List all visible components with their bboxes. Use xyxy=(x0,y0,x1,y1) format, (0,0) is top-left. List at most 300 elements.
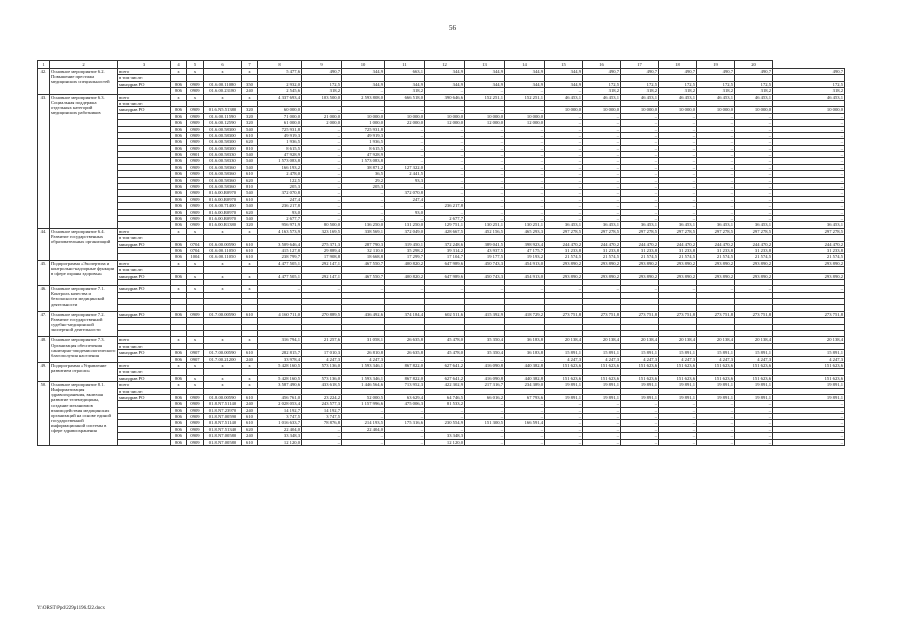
amount-cell: 172,5 xyxy=(697,81,735,87)
amount-cell: 67 793,6 xyxy=(505,394,545,400)
amount-cell: 1 446 564,6 xyxy=(342,382,385,388)
amount-cell: – xyxy=(385,107,425,113)
amount-cell: – xyxy=(545,164,583,170)
amount-cell: – xyxy=(583,171,621,177)
grbs-code-cell: 806 xyxy=(171,209,187,215)
amount-cell: 19 891,1 xyxy=(773,394,845,400)
amount-cell: – xyxy=(505,414,545,420)
amount-cell: – xyxy=(302,158,342,164)
amount-cell: – xyxy=(302,152,342,158)
amount-cell: – xyxy=(545,152,583,158)
target-article-cell: 01.8.N7.00580 xyxy=(204,439,242,445)
amount-cell: – xyxy=(465,439,505,445)
grbs-code-cell: x xyxy=(171,69,187,75)
amount-cell: – xyxy=(465,286,505,292)
amount-cell: – xyxy=(621,113,659,119)
amount-cell: – xyxy=(659,120,697,126)
amount-cell: – xyxy=(621,139,659,145)
amount-cell: 318,2 xyxy=(385,88,425,94)
expense-type-cell: 320 xyxy=(242,113,258,119)
amount-cell: 1 016 633,7 xyxy=(258,420,302,426)
amount-cell: – xyxy=(659,113,697,119)
amount-cell: 234 389,0 xyxy=(505,382,545,388)
target-article-cell: 01.6.00.12590 xyxy=(204,120,242,126)
amount-cell: 344,9 xyxy=(342,81,385,87)
amount-cell: – xyxy=(659,126,697,132)
amount-cell: 151 623,6 xyxy=(583,362,621,368)
expense-type-cell: 320 xyxy=(242,222,258,228)
amount-cell: – xyxy=(505,158,545,164)
target-article-cell: 01.6.N5.51380 xyxy=(204,107,242,113)
amount-cell: 46 453,1 xyxy=(621,94,659,100)
amount-cell: 12 000,0 xyxy=(505,120,545,126)
expense-type-cell: 540 xyxy=(242,203,258,209)
column-number-row xyxy=(38,61,845,69)
amount-cell: 244 470,2 xyxy=(773,241,845,247)
section-code-cell: 0909 xyxy=(187,433,204,439)
amount-cell: – xyxy=(697,196,735,202)
amount-cell: 1 593 346,1 xyxy=(342,362,385,368)
amount-cell: 66 016,2 xyxy=(465,394,505,400)
amount-cell: – xyxy=(773,152,845,158)
amount-cell: – xyxy=(697,203,735,209)
amount-cell: – xyxy=(385,158,425,164)
amount-cell: – xyxy=(545,184,583,190)
amount-cell: 103 500,0 xyxy=(302,94,342,100)
column-number-cell: 16 xyxy=(583,61,621,69)
amount-cell: 214 193,5 xyxy=(342,420,385,426)
amount-cell: 21 574,5 xyxy=(583,254,621,260)
section-code-cell: 0909 xyxy=(187,401,204,407)
amount-cell: – xyxy=(342,286,385,292)
amount-cell: – xyxy=(659,177,697,183)
row-number: 48. xyxy=(38,337,50,363)
amount-cell: 490,7 xyxy=(302,69,342,75)
amount-cell: 2 677,7 xyxy=(425,215,465,221)
target-article-cell: 01.6.00.R0970 xyxy=(204,215,242,221)
executor-cell: минздрав РО xyxy=(118,375,171,381)
amount-cell: 273 751,8 xyxy=(773,311,845,317)
amount-cell: 151 300,5 xyxy=(465,420,505,426)
amount-cell: 293 890,2 xyxy=(697,260,735,266)
expense-type-cell: 320 xyxy=(242,107,258,113)
section-code-cell: 0909 xyxy=(187,311,204,317)
executor-cell: минздрав РО xyxy=(118,311,171,317)
amount-cell: – xyxy=(505,196,545,202)
column-number-cell: 5 xyxy=(187,61,204,69)
amount-cell: 467 550,7 xyxy=(342,273,385,279)
amount-cell: 151 623,6 xyxy=(735,375,773,381)
amount-cell: – xyxy=(505,139,545,145)
amount-cell: 45 478,0 xyxy=(425,350,465,356)
amount-cell: – xyxy=(621,126,659,132)
amount-cell: – xyxy=(735,120,773,126)
grbs-code-cell: 806 xyxy=(171,88,187,94)
target-article-cell: 01.6.00.58300 xyxy=(204,139,242,145)
column-number-cell: 7 xyxy=(242,61,258,69)
section-code-cell: 0901 xyxy=(187,152,204,158)
amount-cell: 244 470,2 xyxy=(583,241,621,247)
amount-cell: – xyxy=(583,184,621,190)
amount-cell: 293 890,2 xyxy=(697,273,735,279)
amount-cell: – xyxy=(583,177,621,183)
amount-cell: 151 623,6 xyxy=(621,362,659,368)
target-article-cell: 01.6.00.23180 xyxy=(204,88,242,94)
program-name: Основное мероприятие 7.1. Контроль качества и безопасности медицинской деятельности xyxy=(50,286,118,312)
amount-cell: 19 177,5 xyxy=(465,254,505,260)
amount-cell: – xyxy=(621,190,659,196)
amount-cell: – xyxy=(659,209,697,215)
amount-cell: – xyxy=(465,158,505,164)
amount-cell: 29 889,4 xyxy=(302,247,342,253)
amount-cell: 372 248,6 xyxy=(425,241,465,247)
amount-cell: 465 293,3 xyxy=(505,228,545,234)
amount-cell: 236 217,8 xyxy=(258,203,302,209)
amount-cell: 573 136,0 xyxy=(302,375,342,381)
target-article-cell: x xyxy=(204,382,242,388)
amount-cell: – xyxy=(425,88,465,94)
budget-table xyxy=(37,60,845,446)
grbs-code-cell: 806 xyxy=(171,273,187,279)
amount-cell: 19 891,1 xyxy=(621,394,659,400)
amount-cell: 127 322,0 xyxy=(385,164,425,170)
amount-cell: – xyxy=(302,215,342,221)
amount-cell: 418 729,2 xyxy=(505,311,545,317)
amount-cell: – xyxy=(697,433,735,439)
amount-cell: – xyxy=(583,120,621,126)
section-code-cell: x xyxy=(187,362,204,368)
section-code-cell: 0909 xyxy=(187,209,204,215)
amount-cell: 3 747,5 xyxy=(302,414,342,420)
amount-cell: – xyxy=(425,132,465,138)
amount-cell: – xyxy=(735,401,773,407)
amount-cell: 166 591,4 xyxy=(505,420,545,426)
amount-cell: 31 233,8 xyxy=(583,247,621,253)
amount-cell: 31 233,8 xyxy=(735,247,773,253)
expense-type-cell: x xyxy=(242,228,258,234)
amount-cell: 236 217,8 xyxy=(425,203,465,209)
target-article-cell: 01.6.00.58300 xyxy=(204,126,242,132)
amount-cell: – xyxy=(621,132,659,138)
grbs-code-cell: x xyxy=(171,337,187,343)
amount-cell: – xyxy=(621,215,659,221)
section-code-cell: 0909 xyxy=(187,439,204,445)
amount-cell: 31 233,8 xyxy=(697,247,735,253)
amount-cell: 5 428 160,5 xyxy=(258,375,302,381)
target-article-cell: x xyxy=(204,375,242,381)
grbs-code-cell: 806 xyxy=(171,177,187,183)
amount-cell: – xyxy=(302,171,342,177)
amount-cell: – xyxy=(342,196,385,202)
amount-cell: – xyxy=(735,407,773,413)
expense-type-cell: 610 xyxy=(242,420,258,426)
amount-cell: – xyxy=(697,414,735,420)
amount-cell: – xyxy=(505,164,545,170)
grbs-code-cell: 806 xyxy=(171,375,187,381)
amount-cell: 450 743,3 xyxy=(465,260,505,266)
amount-cell: 19 891,1 xyxy=(545,382,583,388)
amount-cell: – xyxy=(583,113,621,119)
amount-cell: 19 891,1 xyxy=(545,394,583,400)
amount-cell: – xyxy=(773,113,845,119)
amount-cell: – xyxy=(545,190,583,196)
target-article-cell: x xyxy=(204,69,242,75)
amount-cell: – xyxy=(505,152,545,158)
executor-cell: всего xyxy=(118,337,171,343)
amount-cell: 1 573 083,8 xyxy=(342,158,385,164)
amount-cell: 49 919,3 xyxy=(342,132,385,138)
section-code-cell: 0909 xyxy=(187,414,204,420)
grbs-code-cell: 806 xyxy=(171,394,187,400)
amount-cell: – xyxy=(735,209,773,215)
amount-cell: 21 257,6 xyxy=(302,337,342,343)
amount-cell: – xyxy=(659,139,697,145)
amount-cell: – xyxy=(545,426,583,432)
amount-cell: 15 891,1 xyxy=(659,350,697,356)
amount-cell: – xyxy=(621,164,659,170)
section-code-cell: x xyxy=(187,228,204,234)
amount-cell: – xyxy=(697,184,735,190)
grbs-code-cell: 806 xyxy=(171,139,187,145)
amount-cell: 15 891,1 xyxy=(773,350,845,356)
amount-cell: 21 574,5 xyxy=(545,254,583,260)
amount-cell: 344,9 xyxy=(545,69,583,75)
table-body xyxy=(38,61,845,446)
amount-cell: – xyxy=(659,286,697,292)
expense-type-cell: 610 xyxy=(242,439,258,445)
column-number-cell: 17 xyxy=(621,61,659,69)
section-code-cell: 0704 xyxy=(187,247,204,253)
row-number: 47. xyxy=(38,311,50,337)
column-number-cell: 20 xyxy=(735,61,773,69)
amount-cell: 20 138,4 xyxy=(697,337,735,343)
grbs-code-cell: 806 xyxy=(171,196,187,202)
amount-cell: 175 316,6 xyxy=(385,420,425,426)
amount-cell: – xyxy=(465,433,505,439)
amount-cell: 1 573 083,8 xyxy=(258,158,302,164)
amount-cell: – xyxy=(735,426,773,432)
amount-cell: 247,4 xyxy=(385,196,425,202)
amount-cell: – xyxy=(659,407,697,413)
amount-cell: – xyxy=(735,113,773,119)
amount-cell: 47 928,9 xyxy=(258,152,302,158)
amount-cell: 33 348,3 xyxy=(425,433,465,439)
amount-cell: – xyxy=(583,426,621,432)
grbs-code-cell: 806 xyxy=(171,420,187,426)
target-article-cell: 01.8.N7.51340 xyxy=(204,426,242,432)
amount-cell: – xyxy=(342,433,385,439)
expense-type-cell: 610 xyxy=(242,247,258,253)
amount-cell: – xyxy=(621,414,659,420)
amount-cell: – xyxy=(545,126,583,132)
amount-cell: 19 891,1 xyxy=(621,382,659,388)
amount-cell: – xyxy=(505,439,545,445)
amount-cell: – xyxy=(697,286,735,292)
amount-cell: 22 404,0 xyxy=(258,426,302,432)
amount-cell: 293 890,2 xyxy=(659,273,697,279)
amount-cell: 318,2 xyxy=(621,88,659,94)
grbs-code-cell: 806 xyxy=(171,203,187,209)
amount-cell: 60 000,0 xyxy=(258,107,302,113)
section-code-cell: 0909 xyxy=(187,132,204,138)
target-article-cell: 01.8.N7.00590 xyxy=(204,414,242,420)
amount-cell: 130 251,1 xyxy=(465,222,505,228)
amount-cell: 4 477 505,1 xyxy=(258,260,302,266)
amount-cell: – xyxy=(621,433,659,439)
amount-cell: 318,2 xyxy=(659,88,697,94)
amount-cell: 38 871,2 xyxy=(342,164,385,170)
amount-cell: – xyxy=(385,414,425,420)
amount-cell: 450 743,3 xyxy=(465,273,505,279)
program-name: Основное мероприятие 6.4. Развитие государственных образовательных организаций xyxy=(50,228,118,260)
grbs-code-cell: 806 xyxy=(171,152,187,158)
amount-cell: 12 120,0 xyxy=(258,439,302,445)
amount-cell: 725 931,8 xyxy=(258,126,302,132)
amount-cell: – xyxy=(697,190,735,196)
amount-cell: 19 891,1 xyxy=(735,394,773,400)
amount-cell: 49 919,3 xyxy=(258,132,302,138)
grbs-code-cell: 806 xyxy=(171,126,187,132)
program-name: Подпрограмма «Управление развитием отрасли» xyxy=(50,362,118,381)
amount-cell: 647 989,6 xyxy=(425,260,465,266)
amount-cell: – xyxy=(583,215,621,221)
executor-cell: минздрав РО xyxy=(118,350,171,356)
amount-cell: 78 876,8 xyxy=(302,420,342,426)
amount-cell: 297 278,5 xyxy=(735,228,773,234)
amount-cell: 130 251,1 xyxy=(505,222,545,228)
amount-cell: – xyxy=(302,184,342,190)
amount-cell: 19 891,1 xyxy=(583,394,621,400)
amount-cell: 273 751,8 xyxy=(545,311,583,317)
amount-cell: – xyxy=(425,286,465,292)
amount-cell: – xyxy=(385,426,425,432)
amount-cell: 36 453,1 xyxy=(621,222,659,228)
amount-cell: 23 224,2 xyxy=(302,394,342,400)
target-article-cell: 01.6.00.58360 xyxy=(204,184,242,190)
amount-cell: 297 278,5 xyxy=(545,228,583,234)
amount-cell: – xyxy=(465,184,505,190)
row-number: 42. xyxy=(38,69,50,95)
target-article-cell: 01.6.00.58300 xyxy=(204,132,242,138)
amount-cell: 122,5 xyxy=(258,177,302,183)
amount-cell: – xyxy=(342,190,385,196)
amount-cell: 46 453,1 xyxy=(773,94,845,100)
amount-cell: – xyxy=(342,209,385,215)
grbs-code-cell: 806 xyxy=(171,107,187,113)
section-code-cell: 0909 xyxy=(187,426,204,432)
amount-cell: 166 193,2 xyxy=(258,164,302,170)
column-number-cell: 6 xyxy=(204,61,242,69)
amount-cell: 297 278,5 xyxy=(621,228,659,234)
amount-cell: – xyxy=(697,401,735,407)
amount-cell: 36 453,1 xyxy=(659,222,697,228)
amount-cell: – xyxy=(697,132,735,138)
amount-cell: – xyxy=(735,139,773,145)
section-code-cell: 0909 xyxy=(187,222,204,228)
amount-cell: 344,9 xyxy=(505,69,545,75)
amount-cell: 318,2 xyxy=(697,88,735,94)
target-article-cell: 01.6.00.71400 xyxy=(204,203,242,209)
amount-cell: 35 350,4 xyxy=(465,337,505,343)
amount-cell: 647 989,6 xyxy=(425,273,465,279)
amount-cell: – xyxy=(465,190,505,196)
section-code-cell: x xyxy=(187,94,204,100)
amount-cell: – xyxy=(735,158,773,164)
executor-cell: в том числе: xyxy=(118,369,171,375)
amount-cell: 5 428 160,5 xyxy=(258,362,302,368)
amount-cell: – xyxy=(545,196,583,202)
amount-cell: – xyxy=(583,401,621,407)
amount-cell: – xyxy=(545,420,583,426)
amount-cell: 5 477,6 xyxy=(258,69,302,75)
amount-cell: – xyxy=(545,171,583,177)
amount-cell: – xyxy=(659,132,697,138)
amount-cell: 18 668,8 xyxy=(342,254,385,260)
amount-cell: 400 820,2 xyxy=(385,260,425,266)
amount-cell: – xyxy=(773,420,845,426)
expense-type-cell: x xyxy=(242,94,258,100)
section-code-cell: 0909 xyxy=(187,420,204,426)
amount-cell: – xyxy=(773,145,845,151)
amount-cell: – xyxy=(621,203,659,209)
program-name: Основное мероприятие 7.2. Развитие государственной судебно-медицинской экспертной деятельности xyxy=(50,311,118,337)
amount-cell: – xyxy=(583,126,621,132)
amount-cell: 10 000,0 xyxy=(425,113,465,119)
amount-cell: – xyxy=(425,139,465,145)
section-code-cell: x xyxy=(187,260,204,266)
amount-cell: – xyxy=(773,401,845,407)
grbs-code-cell: x xyxy=(171,362,187,368)
column-number-cell: 11 xyxy=(385,61,425,69)
amount-cell: 36 453,1 xyxy=(545,222,583,228)
amount-cell: – xyxy=(425,356,465,362)
amount-cell: – xyxy=(385,215,425,221)
amount-cell: 12 120,0 xyxy=(425,439,465,445)
program-name: Основное мероприятие 8.1. Информатизация здравоохранения, включая развитие телемедицины, создание механизмов взаимодействия медицинских организаций на основе единой государственной информационной системы в сфере здравоохранения xyxy=(50,382,118,446)
amount-cell: – xyxy=(697,126,735,132)
amount-cell: 433 618,5 xyxy=(302,382,342,388)
amount-cell: – xyxy=(342,215,385,221)
file-path-footer: Y:\ORST\Ppd\229p1196.f22.docx xyxy=(37,606,105,611)
amount-cell: 22 404,0 xyxy=(342,426,385,432)
amount-cell: 46 453,1 xyxy=(545,94,583,100)
amount-cell: 17 104,7 xyxy=(425,254,465,260)
amount-cell: – xyxy=(735,439,773,445)
amount-cell: – xyxy=(659,414,697,420)
amount-cell: – xyxy=(583,433,621,439)
amount-cell: 713 952,3 xyxy=(385,382,425,388)
amount-cell: – xyxy=(545,203,583,209)
section-code-cell: 0909 xyxy=(187,196,204,202)
amount-cell: – xyxy=(735,171,773,177)
amount-cell: 2 932,0 xyxy=(258,81,302,87)
amount-cell: – xyxy=(735,414,773,420)
amount-cell: 344,9 xyxy=(425,69,465,75)
grbs-code-cell: x xyxy=(171,260,187,266)
amount-cell: – xyxy=(465,414,505,420)
row-number: 46. xyxy=(38,286,50,312)
amount-cell: 319 450,1 xyxy=(385,241,425,247)
expense-type-cell: x xyxy=(242,69,258,75)
amount-cell: – xyxy=(545,120,583,126)
amount-cell: 19 891,1 xyxy=(773,382,845,388)
section-code-cell: 0909 xyxy=(187,145,204,151)
amount-cell: – xyxy=(621,420,659,426)
amount-cell: 4 247,3 xyxy=(545,356,583,362)
expense-type-cell: x xyxy=(242,337,258,343)
amount-cell: – xyxy=(385,433,425,439)
amount-cell: – xyxy=(621,184,659,190)
